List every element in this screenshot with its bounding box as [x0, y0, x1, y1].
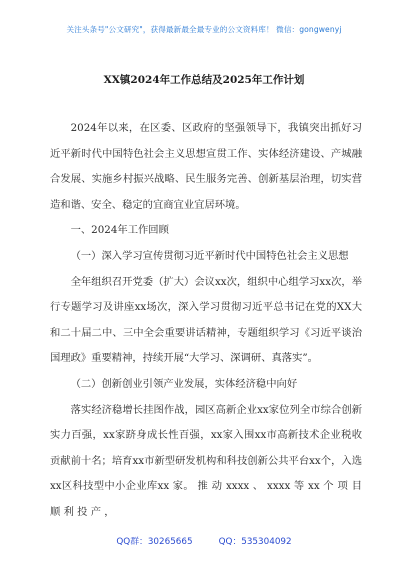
document-title: XX镇2024年工作总结及2025年工作计划: [103, 74, 305, 86]
footer-contact: [0, 534, 408, 547]
header-promo-note: 关注头条号"公文研究"，获得最新最全最专业的公文资料库！ 微信：gongwenyj: [66, 25, 342, 34]
qq-number: QQ：535304092: [218, 537, 292, 547]
qq-group-number: QQ群：30265665: [116, 537, 193, 547]
subsection-2-paragraph: 落实经济稳增长挂图作战，园区高新企业xx家位列全市综合创新实力百强，xx家跻身成长性百强，xx家入围xx市高新技术企业税收贡献前十名；培育xx市新型研发机构和科技创新公共平台xx个，入选xx区科技型中小企业库xx 家。 推 动 xxxx 、 xxxx 等 xx 个 项 目 顺 利 投 产 ，: [50, 403, 362, 518]
section-heading-review: 一、2024年工作回顾: [70, 224, 169, 237]
intro-paragraph: 2024年以来，在区委、区政府的坚强领导下，我镇突出抓好习近平新时代中国特色社会主义思想宣贯工作、实体经济建设、产城融合发展、实施乡村振兴战略、民生服务完善、创新基层治理，切实营造和谐、安全、稳定的宜商宜业宜居环境。: [50, 122, 362, 211]
subsection-1-paragraph: 全年组织召开党委（扩大）会议xx次，组织中心组学习xx次，举行专题学习及讲座xx场次，深入学习贯彻习近平总书记在党的XX大和二十届二中、三中全会重要讲话精神，专题组织学习《习近平谈治国理政》重要精神，持续开展“大学习、深调研、真落实”。: [50, 275, 362, 365]
document-body: [50, 116, 362, 526]
subsection-heading-1: （一）深入学习宣传贯彻习近平新时代中国特色社会主义思想: [70, 249, 349, 262]
subsection-heading-2: （二）创新创业引领产业发展，实体经济稳中向好: [70, 377, 298, 390]
